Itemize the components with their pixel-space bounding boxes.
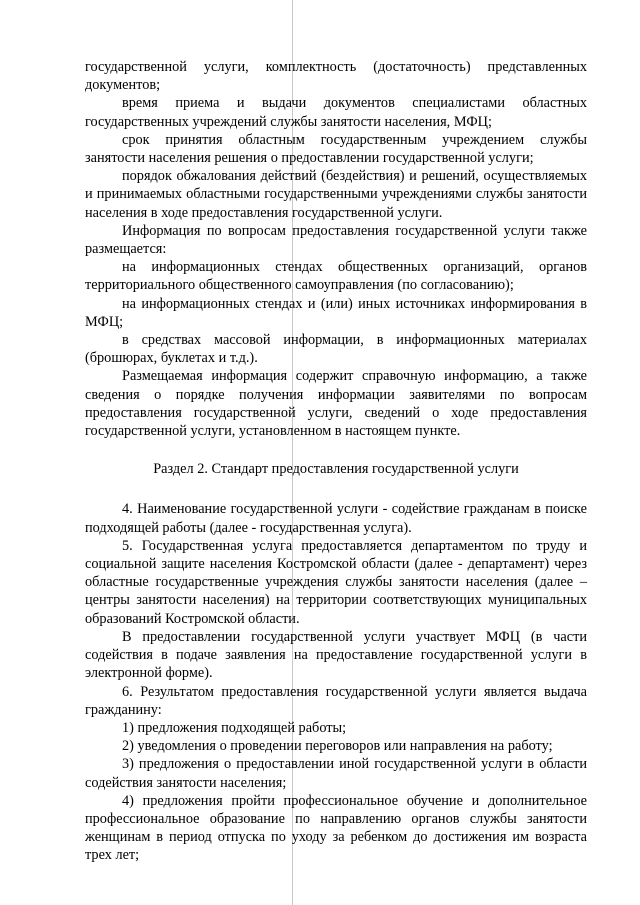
paragraph: на информационных стендах и (или) иных источниках информирования в МФЦ;: [85, 295, 587, 330]
paragraph: В предоставлении государственной услуги участвует МФЦ (в части содействия в подаче заявления на предоставление государственной услуги в электронной форме).: [85, 628, 587, 682]
paragraph: 4. Наименование государственной услуги - содействие гражданам в поиске подходящей работы (далее - государственная услуга).: [85, 501, 587, 536]
paragraph: порядок обжалования действий (бездействия) и решений, осуществляемых и принимаемых областными государственными учреждениями службы занятости населения в ходе предоставления государственной услуги.: [85, 168, 587, 221]
paragraph: государственной услуги, комплектность (достаточность) представленных документов;: [85, 59, 587, 94]
paragraph: 5. Государственная услуга предоставляется департаментом по труду и социальной защите населения Костромской области (далее - департамент) через областные государственные учреждения службы занятости населения (далее – центры занятости населения) на территории соответствующих муниципальных образований Костромской области.: [85, 537, 587, 627]
list-item: 3) предложения о предоставлении иной государственной услуги в области содействия занятости населения;: [85, 756, 587, 791]
paragraph: на информационных стендах общественных организаций, органов территориального общественного самоуправления (по согласованию);: [85, 259, 587, 294]
paragraph: Размещаемая информация содержит справочную информацию, а также сведения о порядке получения информации заявителями по вопросам предоставления государственной услуги, сведений о ходе предоставления государственной услуги, установленном в настоящем пункте.: [85, 368, 587, 440]
list-item: 4) предложения пройти профессиональное обучение и дополнительное профессиональное образование по направлению органов службы занятости женщинам в период отпуска по уходу за ребенком до достижения им возраста трех лет;: [85, 792, 587, 864]
paragraph: 6. Результатом предоставления государственной услуги является выдача гражданину:: [85, 683, 587, 718]
paragraph: Информация по вопросам предоставления государственной услуги также размещается:: [85, 222, 587, 258]
paragraph: время приема и выдачи документов специалистами областных государственных учреждений службы занятости населения, МФЦ;: [85, 95, 587, 130]
list-item: 2) уведомления о проведении переговоров или направления на работу;: [122, 738, 553, 755]
document-page: [85, 58, 587, 865]
section-heading: Раздел 2. Стандарт предоставления государственной услуги: [153, 461, 519, 478]
paragraph: срок принятия областным государственным учреждением службы занятости населения решения о предоставлении государственной услуги;: [85, 131, 587, 167]
paragraph: в средствах массовой информации, в информационных материалах (брошюрах, буклетах и т.д.).: [85, 332, 587, 367]
list-item: 1) предложения подходящей работы;: [122, 719, 347, 736]
